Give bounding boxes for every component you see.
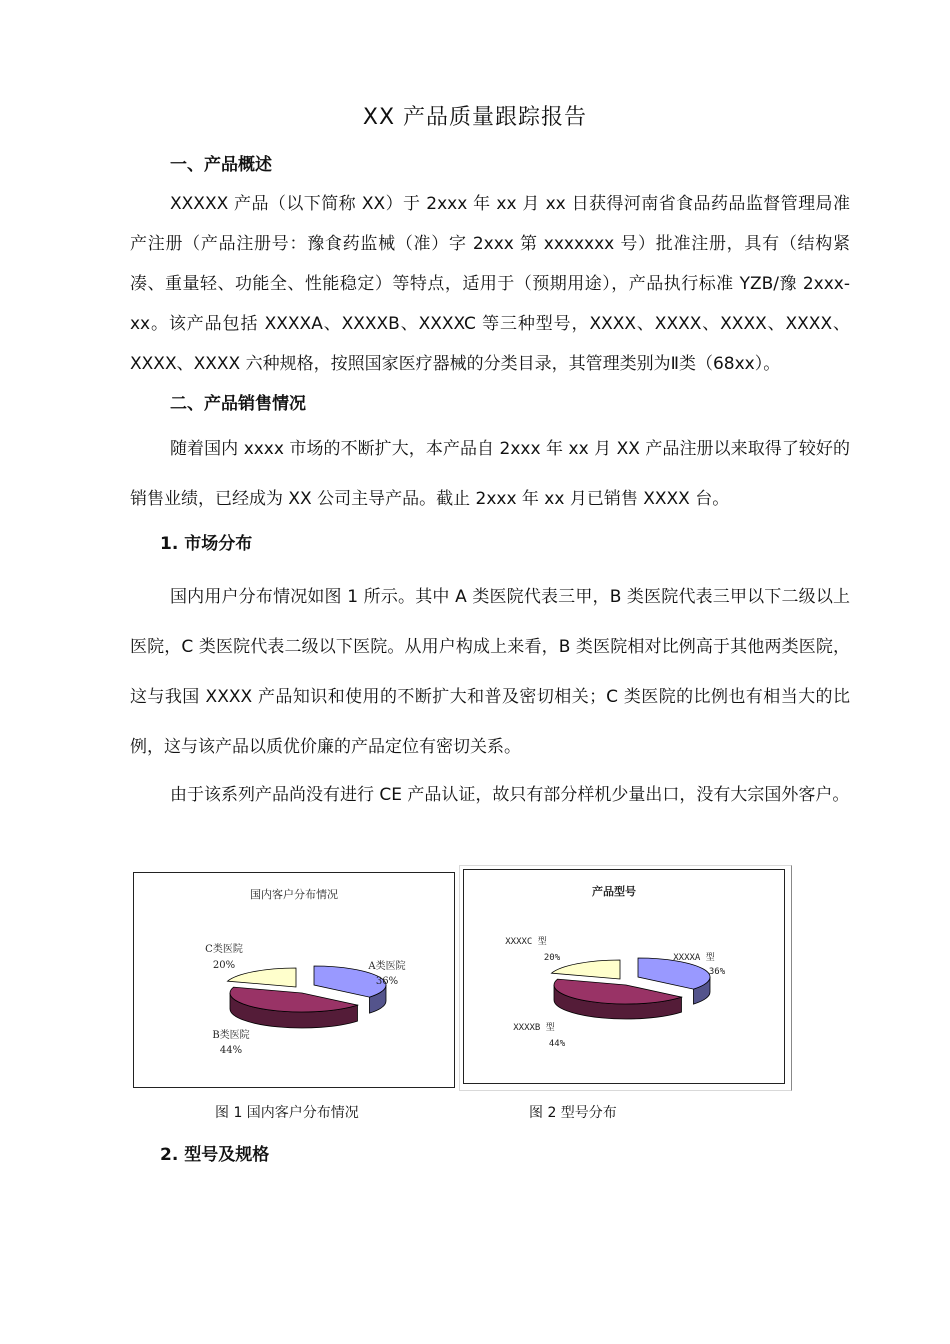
chart-2-title: 产品型号 — [592, 885, 636, 898]
section-1-paragraph: XXXXX 产品（以下简称 XX）于 2xxx 年 xx 月 xx 日获得河南省食品药品监督管理局准产注册（产品注册号：豫食药监械（准）字 2xxx 第 xxxxxxx 号）批准注册，具有（结构紧凑、重量轻、功能全、性能稳定）等特点，适用于（预期用途），产品执行标准 YZB/豫 2xxx-xx。该产品包括 XXXXA、XXXXB、XXXXC 等三种型号，XXXX、XXXX、XXXX、XXXX、XXXX、XXXX 六种规格，按照国家医疗器械的分类目录，其管理类别为Ⅱ类（68xx）。 — [130, 194, 850, 374]
figure-2-chart — [464, 870, 784, 1083]
chart-2-pct-a: 36% — [708, 967, 726, 977]
section-2-paragraph: 随着国内 xxxx 市场的不断扩大，本产品自 2xxx 年 xx 月 XX 产品注册以来取得了较好的销售业绩，已经成为 XX 公司主导产品。截止 2xxx 年 xx 月已销售 XXXX 台。 — [130, 439, 850, 509]
figure-2-caption: 图 2 型号分布 — [529, 1105, 617, 1121]
subsection-models-heading: 2. 型号及规格 — [160, 1145, 270, 1165]
chart-2-pct-c: 20% — [543, 953, 561, 963]
chart-1-pct-a: 36% — [375, 976, 399, 987]
chart-2-pie — [552, 958, 710, 1019]
figure-2-model-distribution — [463, 869, 785, 1084]
chart-1-pie — [228, 966, 386, 1028]
figure-1-chart — [134, 873, 454, 1087]
chart-1-label-c: C类医院 — [205, 944, 243, 955]
chart-1-pct-b: 44% — [219, 1045, 243, 1056]
chart-2-pct-b: 44% — [548, 1039, 566, 1049]
chart-2-label-c: XXXXC 型 — [505, 937, 547, 947]
chart-2-label-a: XXXXA 型 — [673, 953, 715, 963]
chart-1-pct-c: 20% — [212, 960, 236, 971]
subsection-market-heading: 1. 市场分布 — [160, 534, 253, 554]
market-paragraph-2: 由于该系列产品尚没有进行 CE 产品认证，故只有部分样机少量出口，没有大宗国外客户。 — [170, 785, 850, 805]
section-2-heading: 二、产品销售情况 — [170, 394, 306, 414]
figure-1-customer-distribution — [133, 872, 455, 1088]
report-title: XX 产品质量跟踪报告 — [362, 105, 588, 130]
pie-slice — [552, 960, 620, 979]
chart-1-label-a: A类医院 — [368, 961, 406, 972]
section-1-heading: 一、产品概述 — [170, 155, 272, 175]
chart-1-label-b: B类医院 — [212, 1030, 250, 1041]
chart-2-label-b: XXXXB 型 — [513, 1023, 555, 1033]
figure-1-caption: 图 1 国内客户分布情况 — [215, 1105, 359, 1121]
pie-slice — [228, 968, 296, 987]
market-paragraph-1: 国内用户分布情况如图 1 所示。其中 A 类医院代表三甲，B 类医院代表三甲以下二级以上医院，C 类医院代表二级以下医院。从用户构成上来看，B 类医院相对比例高于其他两类医院，这与我国 XXXX 产品知识和使用的不断扩大和普及密切相关；C 类医院的比例也有相当大的比例，这与该产品以质优价廉的产品定位有密切关系。 — [130, 587, 850, 757]
chart-1-title: 国内客户分布情况 — [250, 888, 338, 901]
